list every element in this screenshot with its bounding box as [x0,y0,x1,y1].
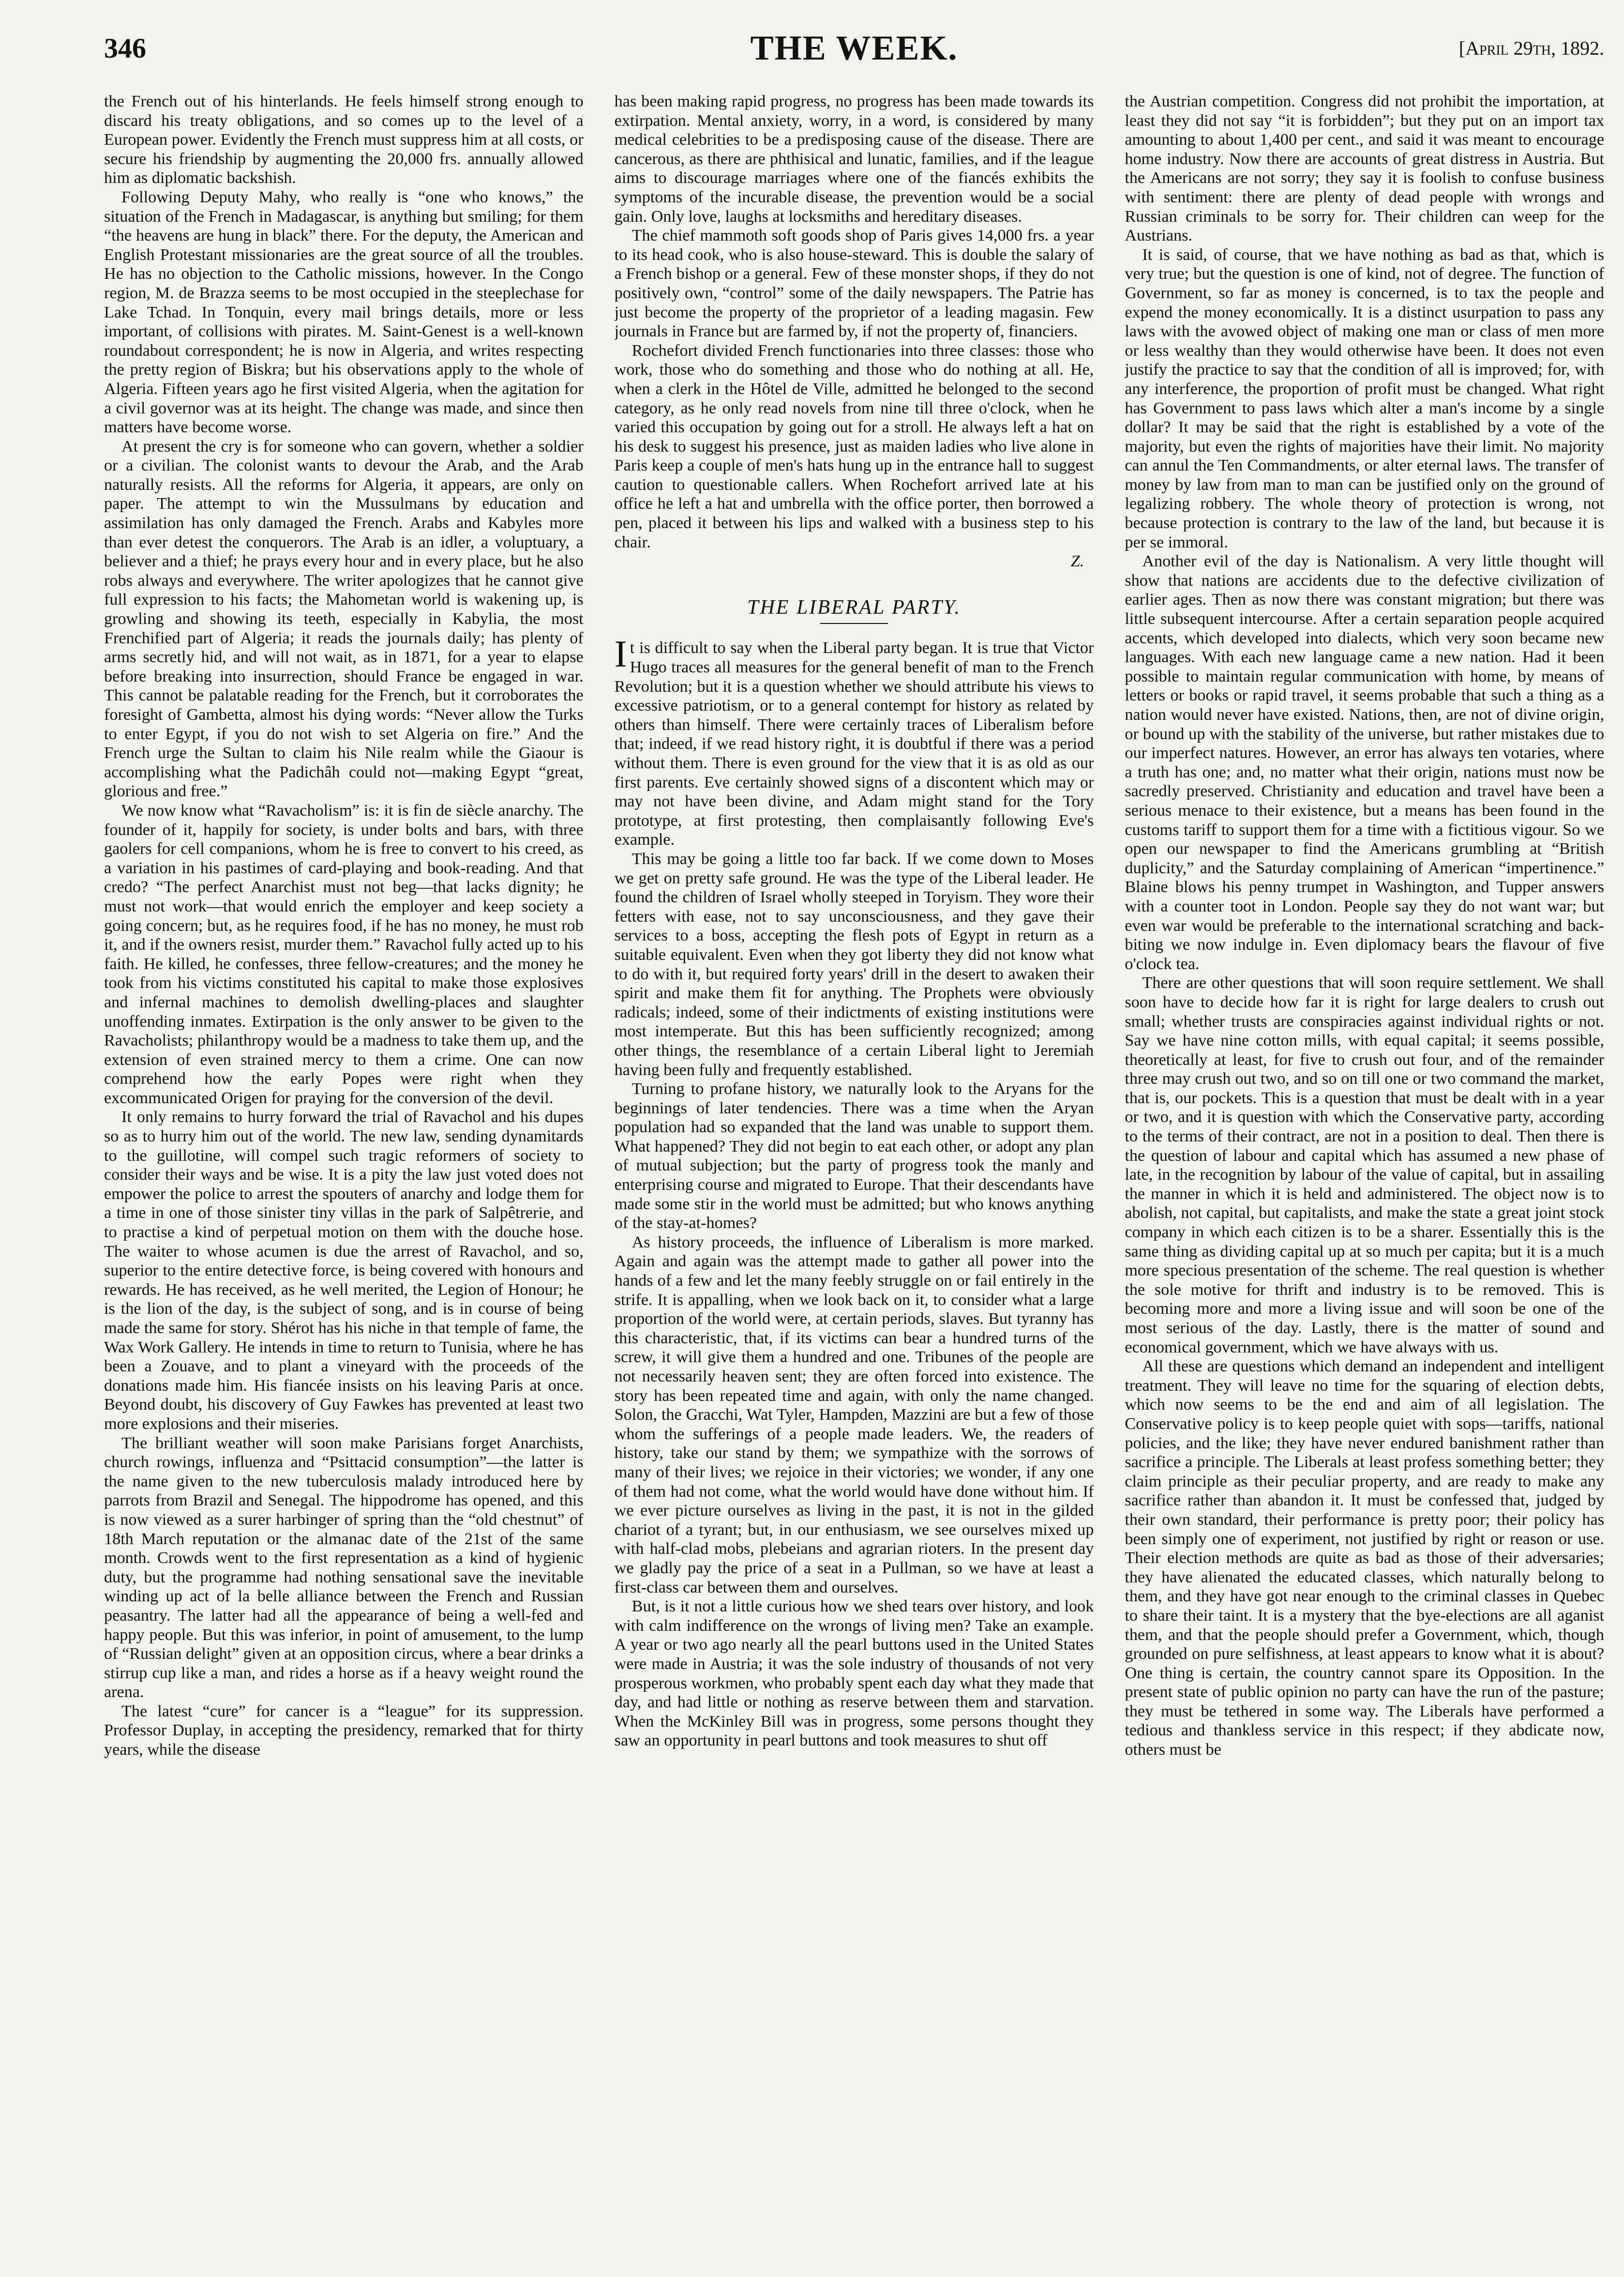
paragraph: The chief mammoth soft goods shop of Paris gives 14,000 frs. a year to its head cook, who is also house-steward. This is double the salary of a French bishop or a general. Few of these monster shops, if they do not positively own, “control” some of the daily newspapers. The Patrie has just become the property of the proprietor of a leading magasin. Few journals in France but are farmed by, if not the property of, financiers. [614,227,1094,341]
paragraph: All these are questions which demand an independent and intelligent treatment. They will leave no time for the squaring of election debts, which now seems to be the end and aim of all legislation. The Conservative policy is to keep people quiet with sops—tariffs, national policies, and the like; they have never endured banishment rather than sacrifice a principle. The Liberals at least profess something better; they claim principle as their peculiar property, and are ready to make any sacrifice rather than abandon it. It must be confessed that, judged by their own standard, their performance is pretty poor; their policy has been simply one of experiment, not justified by right or reason or use. Their election methods are quite as bad as those of their adversaries; they have alienated the educated classes, which naturally belong to them, and they have got near enough to the criminal classes in Quebec to share their taint. It is a mystery that the bye-elections are all aganist them, and that the people should prefer a Government, which, though grounded on pure selfishness, at least appears to know what it is about? One thing is certain, the country cannot spare its Opposition. In the present state of public opinion no party can have the run of the pasture; they must be tethered in some way. The Liberals have performed a tedious and thankless service in this respect; if they abdicate now, others must be [1125,1357,1605,1759]
paragraph: It is difficult to say when the Liberal party began. It is true that Victor Hugo traces all measures for the general benefit of man to the French Revolution; but it is a question whether we should attribute his views to excessive patriotism, or to a general contempt for history as related by others than himself. There were certainly traces of Liberalism before that; indeed, if we read history right, it is doubtful if there was a period without them. There is even ground for the view that it is as old as our first parents. Eve certainly showed signs of a discontent which may or may not have been divine, and Adam might stand for the Tory prototype, at first protesting, then complaisantly following Eve's example. [614,633,1094,849]
paragraph: But, is it not a little curious how we shed tears over history, and look with calm indifference on the wrongs of living men? Take an example. A year or two ago nearly all the pearl buttons used in the United States were made in Austria; it was the sole industry of thousands of not very prosperous workmen, who probably spent each day what they made that day, and had little or nothing as reserve between them and starvation. When the McKinley Bill was in progress, some persons thought they saw an opportunity in pearl buttons and took measures to shut off [614,1597,1094,1750]
paragraph: The latest “cure” for cancer is a “league” for its suppression. Professor Duplay, in accepting the presidency, remarked that for thirty years, while the disease [104,1702,584,1759]
masthead [104,28,1604,81]
section-title: THE LIBERAL PARTY. [747,596,961,619]
paragraph: Turning to profane history, we naturally look to the Aryans for the beginnings of later tendencies. There was a time when the Aryan population had so expanded that the land was unable to support them. What happened? They did not begin to eat each other, or adopt any plan of mutual subjection; but the party of progress took the manly and enterprising course and migrated to Europe. That their descendants have made some stir in the world must be admitted; but who knows anything of the stay-at-homes? [614,1080,1094,1232]
paragraph: As history proceeds, the influence of Liberalism is more marked. Again and again was the attempt made to gather all power into the hands of a few and let the many feebly struggle on or fail entirely in the strife. It is appalling, when we look back on it, to consider what a large proportion of the world were, at certain periods, slaves. But tyranny has this characteristic, that, if its victims can bear a hundred turns of the screw, it will give them a hundred and one. Tribunes of the people are not necessarily heaven sent; they are often forced into existence. The story has been repeated time and again, with only the name changed. Solon, the Gracchi, Wat Tyler, Hampden, Mazzini are but a few of those whom the sufferings of a people made leaders. We, the readers of history, take our stand by them; we sympathize with the sorrows of many of their lives; we rejoice in their victories; we wonder, if any one of them had not come, what the world would have done without him. If we ever picture ourselves as living in the past, it is not in the gilded chariot of a tyrant; but, in our enthusiasm, we see ourselves mixed up with half-clad mobs, plebeians and agrarian rioters. In the present day we gladly pay the price of a seat in a Pullman, so we have at least a first-class car between them and ourselves. [614,1233,1094,1596]
page-number: 346 [104,32,146,64]
column-1 [104,92,584,2265]
paragraph: It is said, of course, that we have nothing as bad as that, which is very true; but the question is one of kind, not of degree. The function of Government, so far as money is concerned, is to tax the people and expend the money economically. It is a distinct usurpation to pass any laws with the avowed object of making one man or class of men more or less wealthy than they would otherwise have been. It does not even justify the practice to say that the condition of all is improved; for, with any interference, the proportion of profit must be changed. What right has Government to pass laws which alter a man's income by a single dollar? It may be said that the right is established by a vote of the majority, but even the rights of majorities have their limit. No majority can annul the Ten Commandments, or alter eternal laws. The transfer of money by law from man to man can be justified only on the ground of legalizing robbery. The whole theory of protection is wrong, not because protection is contrary to the law of the land, but because it is per se immoral. [1125,245,1605,551]
paragraph: Rochefort divided French functionaries into three classes: those who work, those who do something and those who do nothing at all. He, when a clerk in the Hôtel de Ville, admitted he belonged to the second category, as he only read novels from nine till three o'clock, when he varied this occupation by going out for a stroll. He always left a hat on his desk to suggest his presence, just as maiden ladies who live alone in Paris keep a couple of men's hats hung up in the entrance hall to suggest caution to questionable callers. When Rochefort arrived late at his office he left a hat and umbrella with the office porter, then borrowed a pen, placed it between his lips and walked with a business step to his chair. [614,341,1094,551]
paragraph: The brilliant weather will soon make Parisians forget Anarchists, church rowings, influenza and “Psittacid consumption”—the latter is the name given to the new tuberculosis malady introduced here by parrots from Brazil and Senegal. The hippodrome has opened, and this is now viewed as a surer harbinger of spring than the “old chestnut” of 18th March reputation or the almanac date of the 21st of the same month. Crowds went to the first representation as a kind of hygienic duty, but the programme had nothing sensational save the inevitable winding up act of la belle alliance between the French and Russian peasantry. The latter had all the appearance of being a well-fed and happy people. But this was inferior, in point of amusement, to the lump of “Russian delight” given at an opposition circus, where a bear drinks a stirrup cup like a man, and rides a horse as if a heavy weight round the arena. [104,1434,584,1701]
paragraph: This may be going a little too far back. If we come down to Moses we get on pretty safe ground. He was the type of the Liberal leader. He found the children of Israel wholly steeped in Toryism. They wore their fetters with ease, not to say unconsciousness, and they gave their services to a boss, accepting the flesh pots of Egypt in return as a suitable equivalent. Even when they got liberty they did not know what to do with it, but required forty years' drill in the desert to awaken their spirit and make them fit for anything. The Prophets were obviously radicals; indeed, some of their indictments of existing institutions were most intemperate. But this has been sufficiently recognized; among other things, the resemblance of a certain Liberal light to Jeremiah having been fully and frequently established. [614,850,1094,1079]
column-3 [1125,92,1604,2265]
paragraph: Following Deputy Mahy, who really is “one who knows,” the situation of the French in Madagascar, is anything but smiling; for them “the heavens are hung in black” there. For the deputy, the American and English Protestant missionaries are the great source of all the troubles. He has no objection to the Catholic missions, however. In the Congo region, M. de Brazza seems to be most occupied in the steeplechase for Lake Tchad. In Tonquin, every mail brings details, more or less important, of collisions with pirates. M. Saint-Genest is a well-known roundabout correspondent; he is now in Algeria, and writes respecting the pretty region of Biskra; but his observations apply to the whole of Algeria. Fifteen years ago he first visited Algeria, when the agitation for a civil governor was at its height. The change was made, and since then matters have become worse. [104,188,584,437]
article-columns [104,92,1604,2265]
title-rule [820,623,888,624]
journal-title: THE WEEK. [750,29,958,67]
paragraph: It only remains to hurry forward the trial of Ravachol and his dupes so as to hurry him out of the world. The new law, sending dynamitards to the guillotine, will compel such tragic reformers of society to consider their ways and be wise. It is a pity the law just voted does not empower the police to arrest the spouters of anarchy and lodge them for a time in one of those sinister tiny villas in the park of Salpêtrerie, and to practise a kind of perpetual motion on them with the douche hose. The waiter to whose acumen is due the arrest of Ravachol, and so, superior to the entire detective force, is being covered with honours and rewards. He has received, as he well merited, the Legion of Honour; he is the lion of the day, is the subject of song, and is in course of being made the same for story. Shérot has his niche in that temple of fame, the Wax Work Gallery. He intends in time to return to Tunisia, where he has been a Zouave, and to plant a vineyard with the proceeds of the donations made him. His fiancée insists on his leaving Paris at once. Beyond doubt, his discovery of Guy Fawkes has prevented at least two more explosions and their miseries. [104,1108,584,1433]
paragraph: There are other questions that will soon require settlement. We shall soon have to decide how far it is right for large dealers to crush out small; whether trusts are conspiracies against individual rights or not. Say we have nine cotton mills, with equal capital; it seems possible, theoretically at least, for five to crush out four, and of the remainder three may crush out two, and so on till one or two command the market, that is, our pockets. This is a question that must be dealt with in a year or two, and it is question with which the Conservative party, according to the terms of their contract, are not in a position to deal. Then there is the question of labour and capital which has assumed a new phase of late, in the recognition by labour of the value of capital, but in assailing the manner in which it is held and administered. The object now is to abolish, not capital, but capitalists, and make the state a great joint stock company in which each citizen is to be a sharer. Essentially this is the same thing as dividing capital up at so much per capita; but it is a much more specious presentation of the scheme. The real question is whether the sole motive for thrift and industry is to be removed. This is becoming more and more a living issue and will soon be one of the most serious of the day. Lastly, there is the matter of sound and economical government, which we have always with us. [1125,974,1605,1356]
paragraph: We now know what “Ravacholism” is: it is fin de siècle anarchy. The founder of it, happily for society, is under bolts and bars, with three gaolers for cell companions, whom he is free to convert to his creed, as a variation in his pastimes of card-playing and book-reading. And that credo? “The perfect Anarchist must not beg—that lacks dignity; he must not work—that would enrich the employer and keep society a going concern; but, as he requires food, if he has no money, he must rob it, and if the owners resist, murder them.” Ravachol fully acted up to his faith. He killed, he confesses, three fellow-creatures; and the money he took from his victims constituted his capital to make those explosives and infernal machines to demolish dwelling-places and slaughter unoffending inmates. Extirpation is the only answer to be given to the Ravacholists; philanthropy would be a madness to take them up, and the extension of even strained mercy to them a crime. One can now comprehend how the early Popes were right when they excommunicated Origen for praying for the conversion of the devil. [104,801,584,1107]
section-heading [615,598,1094,624]
paragraph: Another evil of the day is Nationalism. A very little thought will show that nations are accidents due to the defective civilization of earlier ages. Then as now there was constant migration; but there was little subsequent intercourse. After a certain separation people acquired accents, which developed into dialects, which very soon became new languages. With each new language came a new nation. Had it been possible to maintain regular communication with home, by means of letters or books or rapid travel, it seems probable that such a thing as a nation would never have existed. Nations, then, are not of divine origin, or bound up with the stability of the universe, but rather mistakes due to our imperfect natures. However, an error has always ten votaries, where a truth has one; and, no matter what their origin, nations must now be sacredly preserved. Christianity and education and travel have been a serious menace to their existence, but a means has been found in the customs tariff to support them for a time with a fictitious vigour. So we open our newspaper to find the Americans grumbling at “British duplicity,” and the Saturday complaining of American “impertinence.” Blaine blows his penny trumpet in Washington, and Tupper answers with a counter toot in London. People say they do not want war; but even war would be preferable to the international scratching and back-biting we now indulge in. Even diplomacy bears the flavour of five o'clock tea. [1125,552,1605,973]
paragraph: has been making rapid progress, no progress has been made towards its extirpation. Mental anxiety, worry, in a word, is considered by many medical celebrities to be a predisposing cause of the disease. There are cancerous, as there are phthisical and lunatic, families, and if the league aims to discourage marriages where one of the fiancés exhibits the symptoms of the incurable disease, the prevention would be a social gain. Only love, laughs at locksmiths and hereditary diseases. [614,92,1094,226]
paragraph: the Austrian competition. Congress did not prohibit the importation, at least they did not say “it is forbidden”; but they put on an import tax amounting to about 1,400 per cent., and said it was meant to encourage home industry. Now there are accounts of great distress in Austria. But the Americans are not sorry; they say it is foolish to confuse business with sentiment: there are plenty of dead people with wrongs and Russian criminals to be sorry for. Their children can weep for the Austrians. [1125,92,1605,245]
paragraph: the French out of his hinterlands. He feels himself strong enough to discard his treaty obligations, and so comes up to the level of a European power. Evidently the French must suppress him at all costs, or secure his friendship by augmenting the 20,000 frs. annually allowed him as diplomatic backshish. [104,92,584,187]
author-signature: Z. [1070,552,1084,571]
column-2 [615,92,1094,2265]
paragraph: At present the cry is for someone who can govern, whether a soldier or a civilian. The colonist wants to devour the Arab, and the Arab naturally resists. All the reforms for Algeria, it appears, are only on paper. The attempt to win the Mussulmans by education and assimilation has only damaged the French. Arabs and Kabyles more than ever detest the conquerors. The Arab is an idler, a voluptuary, a believer and a thief; he prays every hour and in every place, but he also robs always and everywhere. The writer apologizes that he cannot give full expression to his facts; the Mahometan world is wakening up, is growling and showing its teeth, especially in Kabylia, the most Frenchified part of Algeria; it reads the journals daily; has plenty of arms secretly hid, and will not wait, as in 1871, for a year to elapse before breaking into insurrection, should France be engaged in war. This cannot be palatable reading for the French, but it corroborates the foresight of Gambetta, almost his dying words: “Never allow the Turks to enter Egypt, if you do not wish to set Algeria on fire.” And the French urge the Sultan to claim his Nile realm while the Giaour is accomplishing what the Padichâh could not—making Egypt “great, glorious and free.” [104,437,584,801]
issue-date: [April 29th, 1892. [1459,37,1604,59]
